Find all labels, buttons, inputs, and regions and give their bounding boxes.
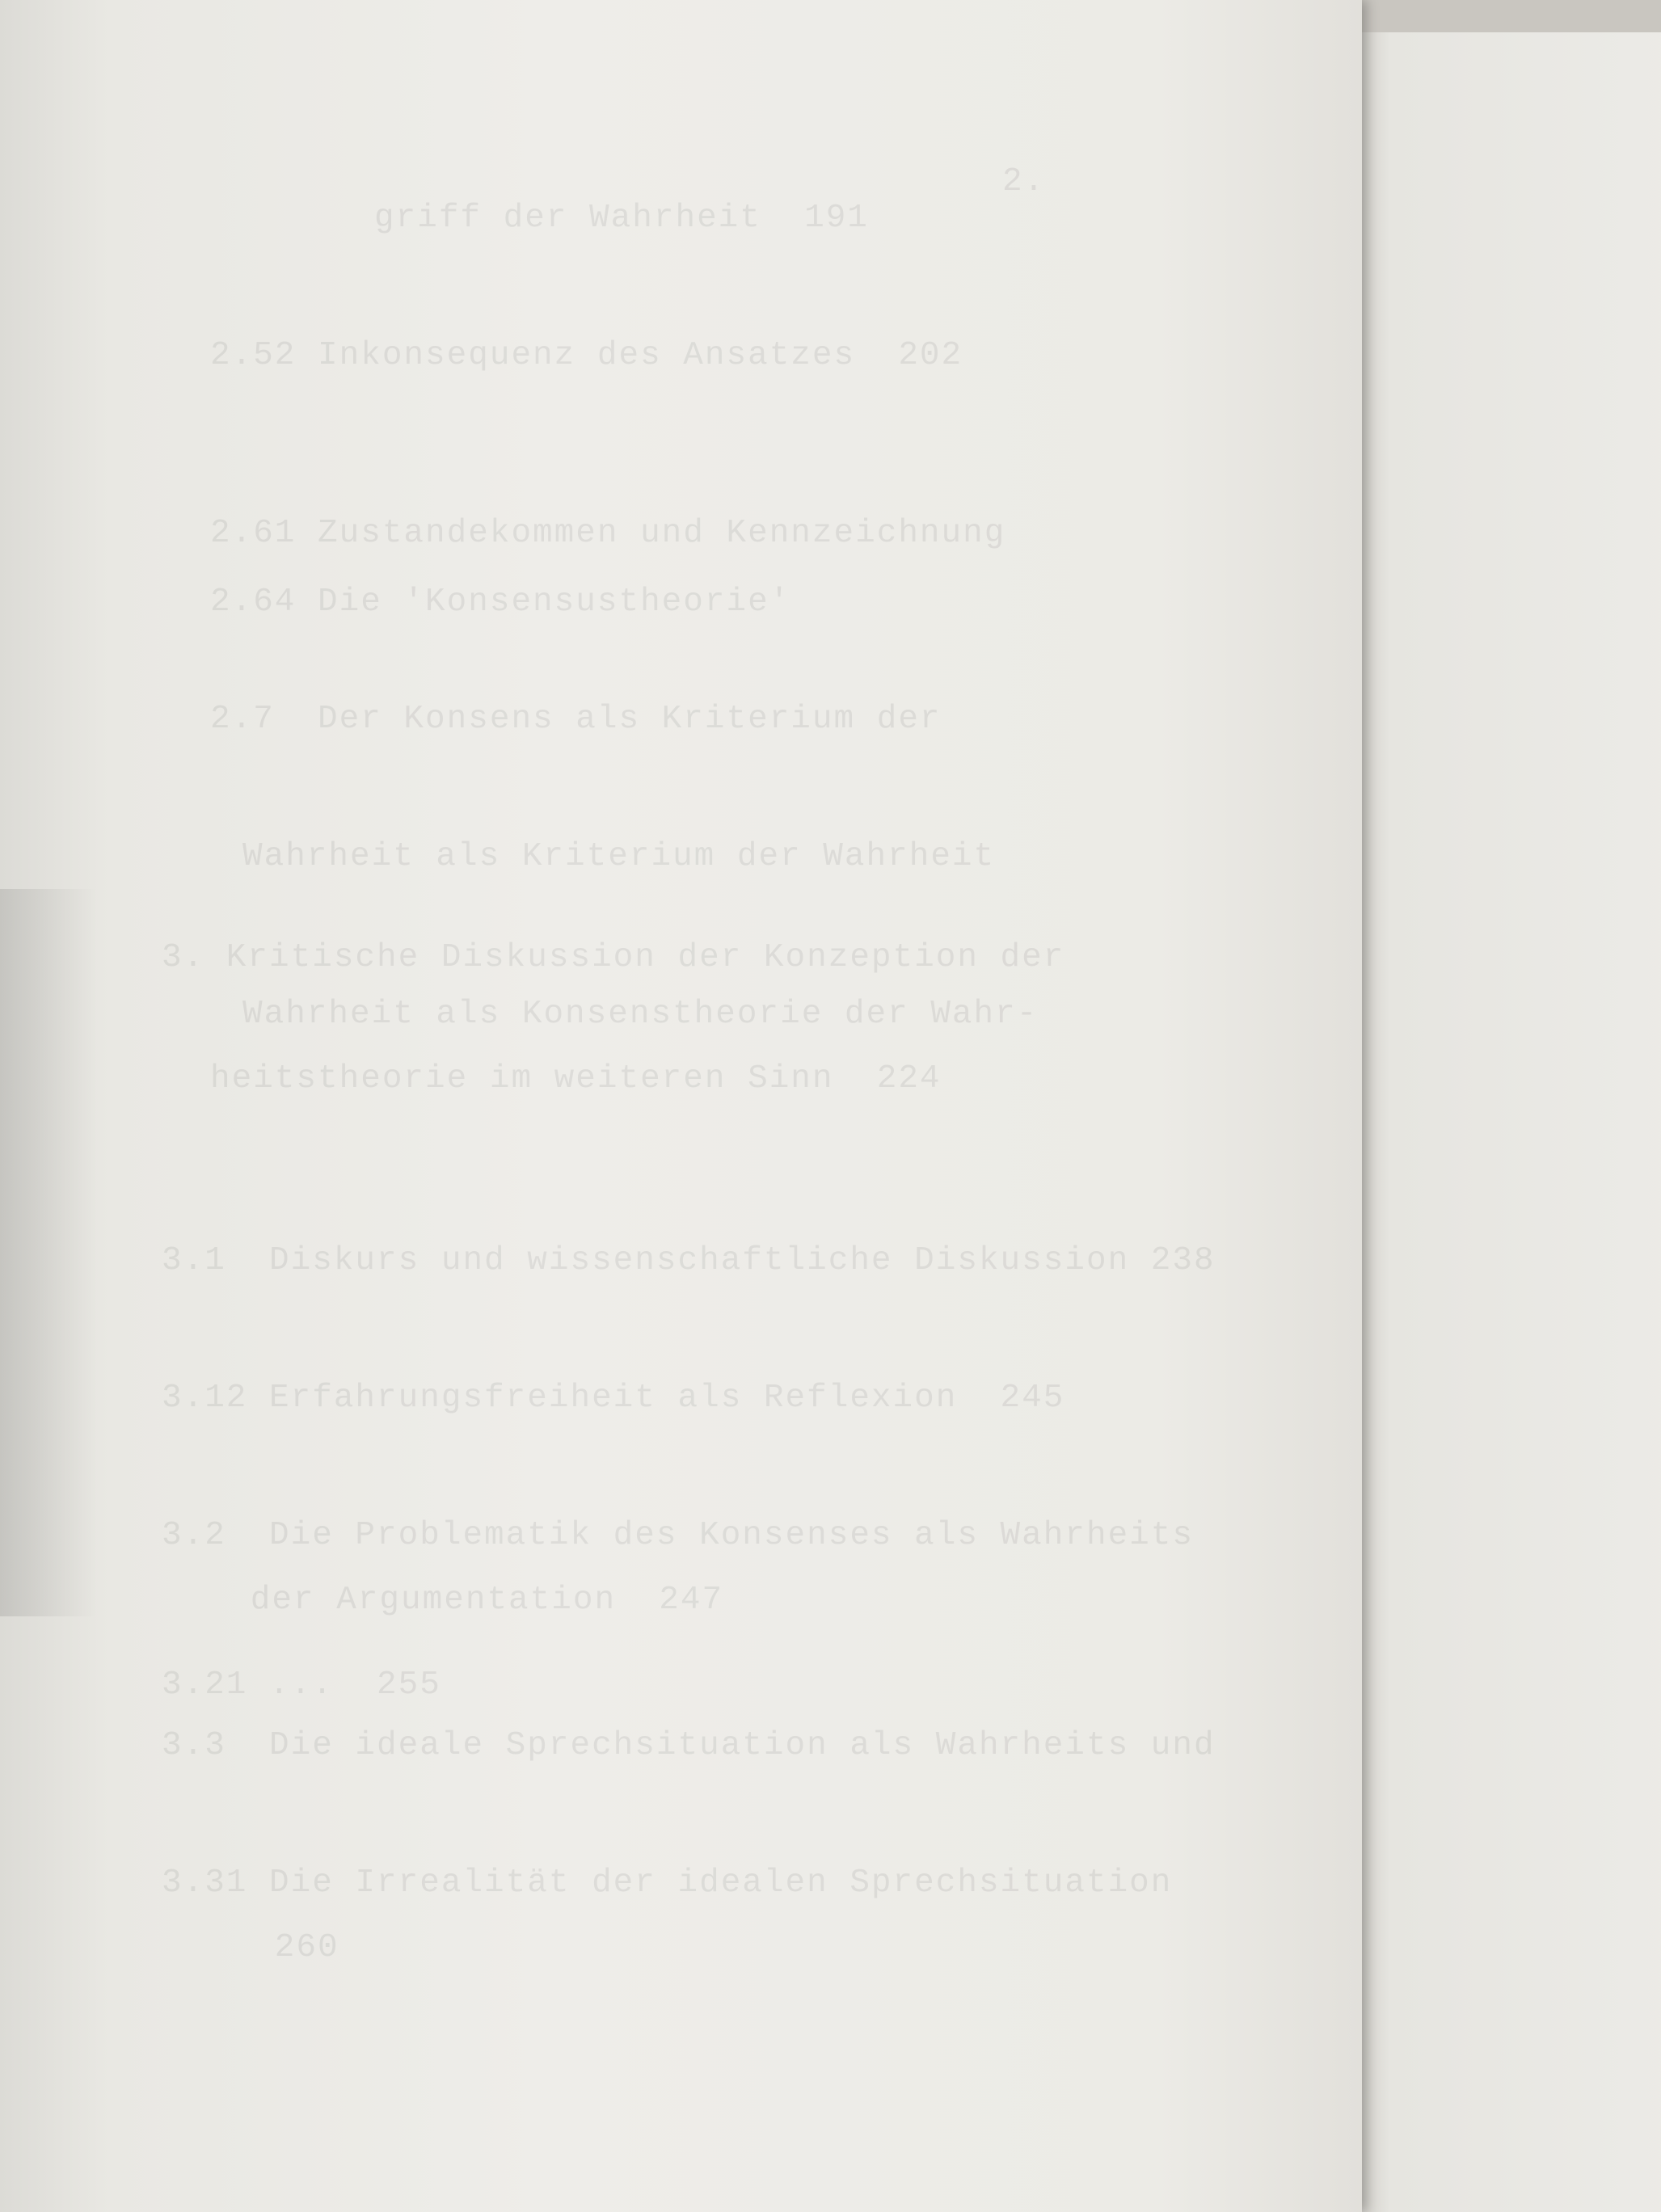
left-page: 2. griff der Wahrheit 191 2.52 Inkonsequenz des Ansatzes 202 2.61 Zustandekommen und Kennzeichnung 2.64 Die 'Konsensustheorie' 2.7 Der Konsens als Kriterium der Wahrheit als Kriterium der Wahrheit 3. Kritische Diskussion der Konzeption der Wahrheit als Konsenstheorie der Wahr- heitstheorie im weiteren Sinn 224 3.1 Diskurs und wissenschaftliche Diskussion 238 3.12 Erfahrungsfreiheit als Reflexion 245 3.2 Die Problematik des Konsenses als Wahrheits der Argumentation 247 3.21 ... 255 3.3 Die ideale Sprechsituation als Wahrheits und 3.31 Die Irrealität der idealen Sprechsituation 260: [0, 0, 1362, 2212]
right-page: [1358, 32, 1661, 2212]
